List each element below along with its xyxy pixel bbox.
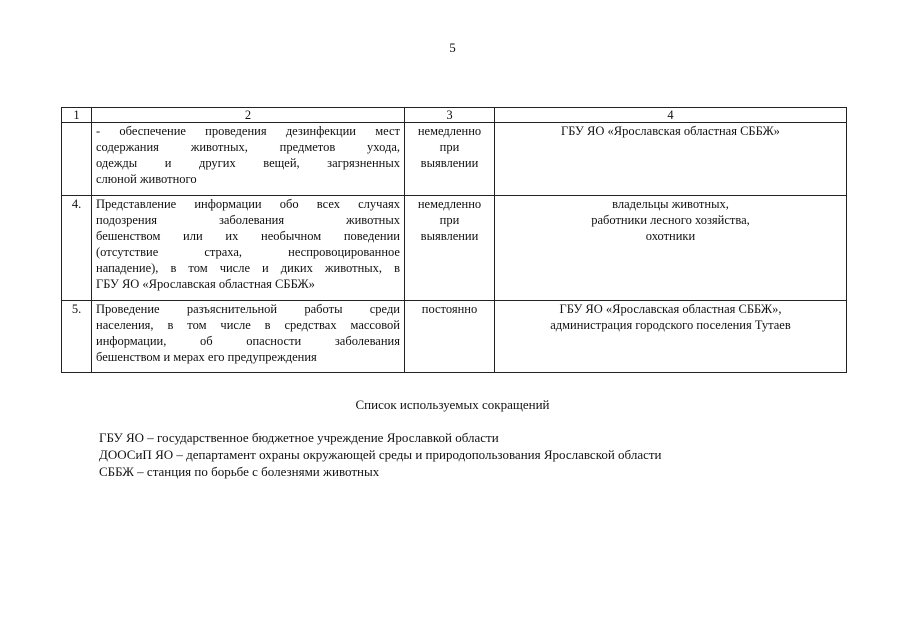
text-line: (отсутствие страха, неспровоцированное bbox=[96, 245, 400, 259]
text-line: информации, об опасности заболевания bbox=[96, 334, 400, 348]
text-line: бешенством и мерах его предупреждения bbox=[96, 350, 317, 364]
row-number: 4. bbox=[62, 196, 92, 301]
executor-line: владельцы животных, bbox=[612, 197, 729, 211]
term-cell bbox=[405, 301, 495, 373]
abbreviation-item: ГБУ ЯО – государственное бюджетное учреждение Ярославкой области bbox=[99, 430, 499, 445]
executor-line: охотники bbox=[645, 229, 696, 243]
table-row bbox=[62, 301, 847, 373]
text-line: содержания животных, предметов ухода, bbox=[96, 140, 400, 154]
text-line: слюной животного bbox=[96, 172, 197, 186]
text-line: подозрения заболевания животных bbox=[96, 213, 400, 227]
text-line: Проведение разъяснительной работы среди bbox=[96, 302, 400, 316]
term-line: выявлении bbox=[420, 229, 479, 243]
text-line: нападение), в том числе и диких животных, в bbox=[96, 261, 400, 275]
term-cell bbox=[405, 196, 495, 301]
term-line: немедленно bbox=[417, 124, 482, 138]
measure-text bbox=[92, 123, 405, 196]
executor-cell bbox=[495, 301, 847, 373]
executor-line: администрация городского поселения Тутаев bbox=[550, 318, 791, 332]
term-line: немедленно bbox=[417, 197, 482, 211]
abbreviation-item: СББЖ – станция по борьбе с болезнями животных bbox=[99, 464, 380, 479]
row-number bbox=[62, 123, 92, 196]
text-line: бешенством или их необычном поведении bbox=[96, 229, 400, 243]
header-cell: 2 bbox=[92, 108, 405, 123]
executor-line: ГБУ ЯО «Ярославская областная СББЖ» bbox=[561, 124, 780, 138]
row-number: 5. bbox=[62, 301, 92, 373]
text-line: Представление информации обо всех случаях bbox=[96, 197, 400, 211]
text-line: населения, в том числе в средствах массовой bbox=[96, 318, 400, 332]
measure-text bbox=[92, 196, 405, 301]
header-cell: 1 bbox=[62, 108, 92, 123]
abbreviations-title: Список используемых сокращений bbox=[355, 397, 550, 412]
term-line: при bbox=[439, 213, 460, 227]
page-number: 5 bbox=[449, 40, 456, 55]
text-line: ГБУ ЯО «Ярославская областная СББЖ» bbox=[96, 277, 315, 291]
executor-line: ГБУ ЯО «Ярославская областная СББЖ», bbox=[559, 302, 782, 316]
executor-cell bbox=[495, 196, 847, 301]
table-header-row bbox=[62, 108, 847, 123]
abbreviations-list bbox=[99, 429, 662, 480]
text-line: - обеспечение проведения дезинфекции мест bbox=[96, 124, 400, 138]
executor-cell bbox=[495, 123, 847, 196]
executor-line: работники лесного хозяйства, bbox=[591, 213, 750, 227]
text-line: одежды и других вещей, загрязненных bbox=[96, 156, 400, 170]
measure-text bbox=[92, 301, 405, 373]
header-cell: 4 bbox=[495, 108, 847, 123]
term-line: выявлении bbox=[420, 156, 479, 170]
term-line: при bbox=[439, 140, 460, 154]
abbreviation-item: ДООСиП ЯО – департамент охраны окружающей среды и природопользования Ярославской области bbox=[99, 447, 662, 462]
term-line: постоянно bbox=[421, 302, 478, 316]
table-row bbox=[62, 196, 847, 301]
measures-table bbox=[61, 107, 847, 373]
table-row bbox=[62, 123, 847, 196]
header-cell: 3 bbox=[405, 108, 495, 123]
term-cell bbox=[405, 123, 495, 196]
